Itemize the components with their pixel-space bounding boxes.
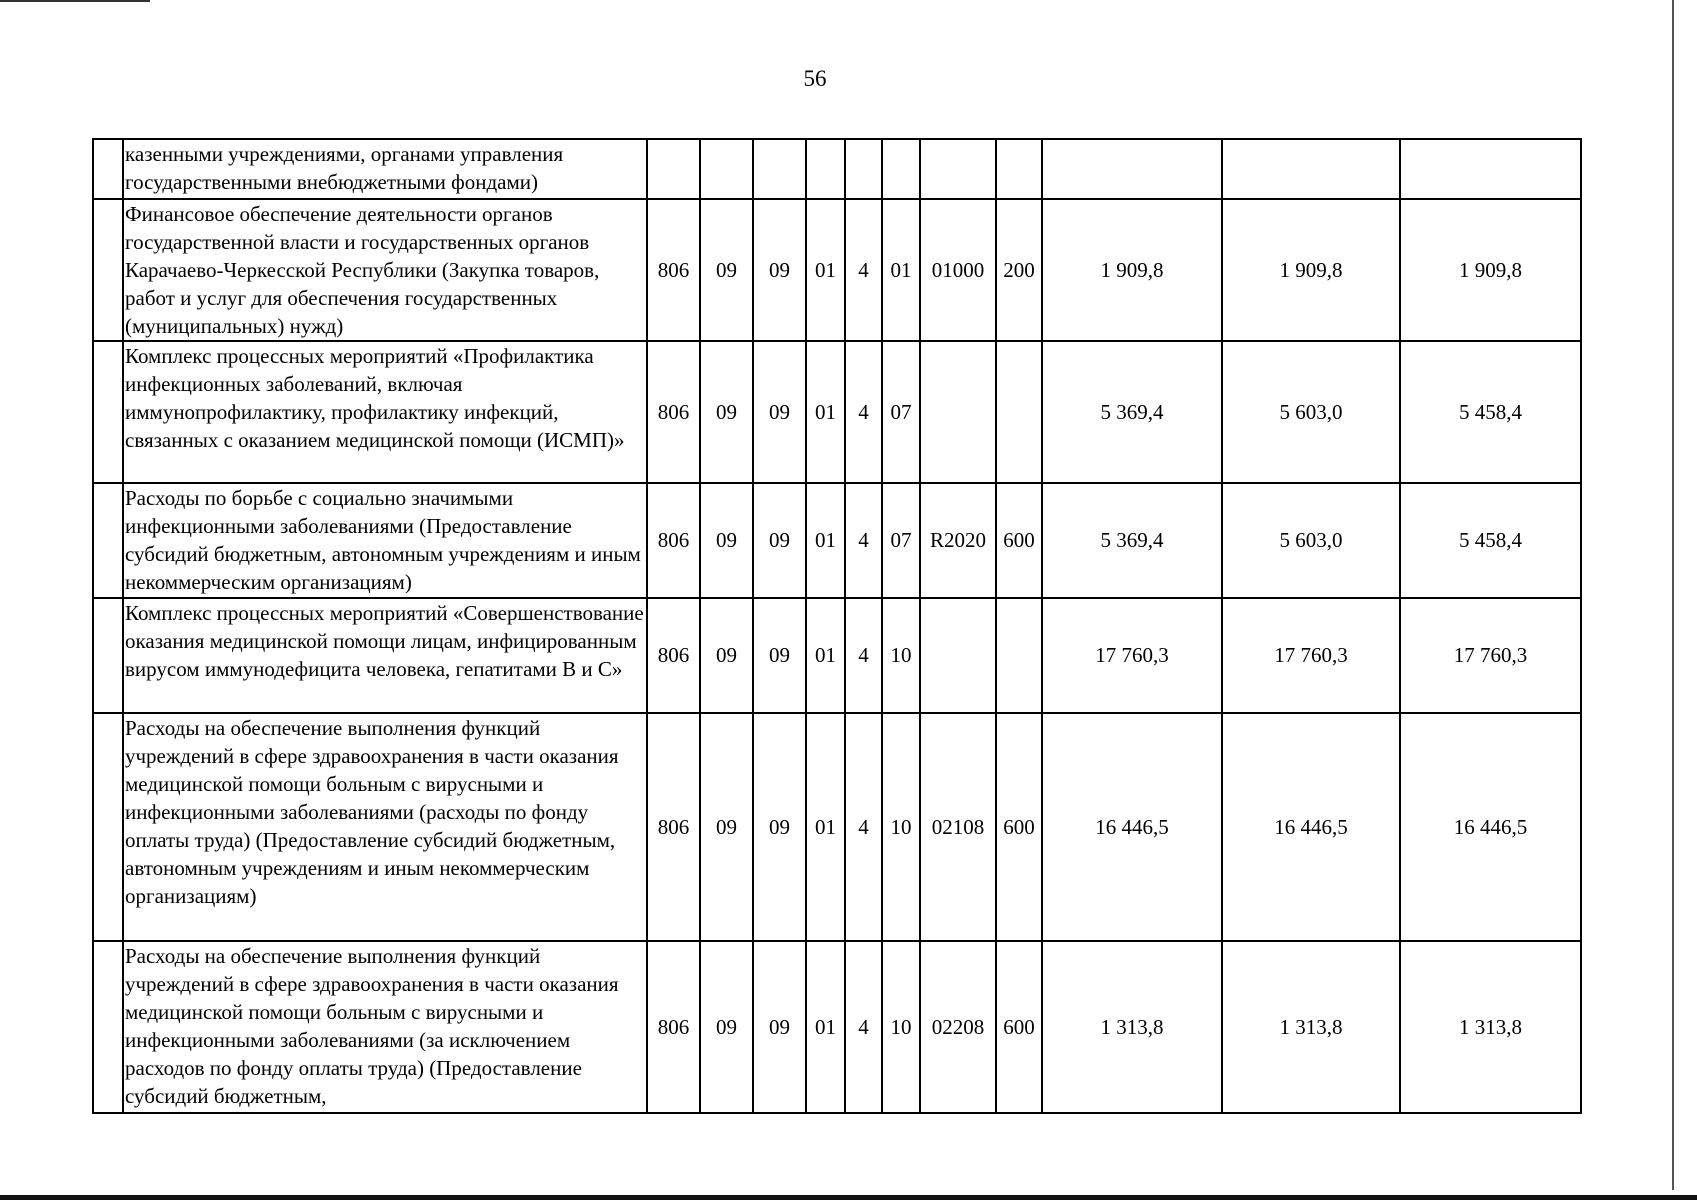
subsection-code: 09	[753, 483, 806, 598]
target-item-direction: 02108	[920, 713, 996, 941]
target-item-type: 4	[845, 483, 882, 598]
subsection-code: 09	[753, 341, 806, 483]
target-item-direction: R2020	[920, 483, 996, 598]
amount-year-1: 17 760,3	[1042, 598, 1222, 713]
table-row	[93, 483, 1581, 598]
target-item-type: 4	[845, 199, 882, 341]
ved-code: 806	[647, 483, 700, 598]
page-number: 56	[803, 66, 827, 91]
section-code: 09	[700, 483, 753, 598]
expense-type-code: 600	[996, 483, 1042, 598]
row-number-cell	[93, 713, 123, 941]
target-item-type: 4	[845, 341, 882, 483]
table-row	[93, 199, 1581, 341]
row-description: Расходы на обеспечение выполнения функций учреждений в сфере здравоохранения в части оказания медицинской помощи больным с вирусными и инфекционными заболеваниями (расходы по фонду оплаты труда) (Предоставление субсидий бюджетным, автономным учреждениям и иным некоммерческим организациям)	[123, 713, 647, 941]
table-row	[93, 341, 1581, 483]
row-description: казенными учреждениями, органами управления государственными внебюджетными фондами)	[123, 139, 647, 199]
scan-edge-bottom	[0, 1195, 1697, 1200]
amount-year-3: 16 446,5	[1400, 713, 1581, 941]
target-item-direction	[920, 139, 996, 199]
amount-year-2: 16 446,5	[1222, 713, 1400, 941]
ved-code: 806	[647, 941, 700, 1113]
amount-year-1: 1 909,8	[1042, 199, 1222, 341]
expense-type-code	[996, 341, 1042, 483]
section-code: 09	[700, 598, 753, 713]
table-row	[93, 713, 1581, 941]
row-description: Финансовое обеспечение деятельности органов государственной власти и государственных органов Карачаево-Черкесской Республики (Закупка товаров, работ и услуг для обеспечения государственных (муниципальных) нужд)	[123, 199, 647, 341]
row-description: Комплекс процессных мероприятий «Совершенствование оказания медицинской помощи лицам, инфицированным вирусом иммунодефицита человека, гепатитами В и С»	[123, 598, 647, 713]
row-description: Расходы на обеспечение выполнения функций учреждений в сфере здравоохранения в части оказания медицинской помощи больным с вирусными и инфекционными заболеваниями (за исключением расходов по фонду оплаты труда) (Предоставление субсидий бюджетным,	[123, 941, 647, 1113]
target-item-complex: 10	[882, 941, 920, 1113]
amount-year-1: 5 369,4	[1042, 483, 1222, 598]
target-item-direction	[920, 598, 996, 713]
row-number-cell	[93, 139, 123, 199]
subsection-code: 09	[753, 941, 806, 1113]
target-item-program: 01	[806, 199, 845, 341]
row-description: Комплекс процессных мероприятий «Профилактика инфекционных заболеваний, включая иммунопрофилактику, профилактику инфекций, связанных с оказанием медицинской помощи (ИСМП)»	[123, 341, 647, 483]
expense-type-code	[996, 598, 1042, 713]
target-item-type: 4	[845, 598, 882, 713]
scan-edge-top	[0, 0, 150, 2]
target-item-complex: 01	[882, 199, 920, 341]
amount-year-1: 16 446,5	[1042, 713, 1222, 941]
subsection-code: 09	[753, 713, 806, 941]
subsection-code: 09	[753, 199, 806, 341]
target-item-program	[806, 139, 845, 199]
target-item-program: 01	[806, 341, 845, 483]
expense-type-code: 600	[996, 713, 1042, 941]
ved-code: 806	[647, 199, 700, 341]
ved-code: 806	[647, 341, 700, 483]
target-item-direction	[920, 341, 996, 483]
amount-year-1: 1 313,8	[1042, 941, 1222, 1113]
amount-year-2: 1 909,8	[1222, 199, 1400, 341]
amount-year-2: 17 760,3	[1222, 598, 1400, 713]
target-item-program: 01	[806, 713, 845, 941]
subsection-code	[753, 139, 806, 199]
target-item-program: 01	[806, 598, 845, 713]
amount-year-3: 17 760,3	[1400, 598, 1581, 713]
row-description: Расходы по борьбе с социально значимыми инфекционными заболеваниями (Предоставление субсидий бюджетным, автономным учреждениям и иным некоммерческим организациям)	[123, 483, 647, 598]
amount-year-3: 5 458,4	[1400, 483, 1581, 598]
amount-year-3: 5 458,4	[1400, 341, 1581, 483]
amount-year-2	[1222, 139, 1400, 199]
target-item-program: 01	[806, 941, 845, 1113]
section-code: 09	[700, 341, 753, 483]
row-number-cell	[93, 199, 123, 341]
amount-year-2: 5 603,0	[1222, 341, 1400, 483]
amount-year-3: 1 909,8	[1400, 199, 1581, 341]
subsection-code: 09	[753, 598, 806, 713]
amount-year-2: 5 603,0	[1222, 483, 1400, 598]
ved-code	[647, 139, 700, 199]
table-row	[93, 598, 1581, 713]
section-code: 09	[700, 199, 753, 341]
row-number-cell	[93, 598, 123, 713]
section-code: 09	[700, 713, 753, 941]
target-item-complex: 07	[882, 483, 920, 598]
table-row	[93, 139, 1581, 199]
target-item-complex: 10	[882, 598, 920, 713]
target-item-complex: 07	[882, 341, 920, 483]
target-item-program: 01	[806, 483, 845, 598]
amount-year-2: 1 313,8	[1222, 941, 1400, 1113]
expense-type-code: 600	[996, 941, 1042, 1113]
expense-type-code: 200	[996, 199, 1042, 341]
expense-type-code	[996, 139, 1042, 199]
target-item-type: 4	[845, 713, 882, 941]
ved-code: 806	[647, 713, 700, 941]
row-number-cell	[93, 341, 123, 483]
target-item-type: 4	[845, 941, 882, 1113]
table-row	[93, 941, 1581, 1113]
target-item-type	[845, 139, 882, 199]
section-code: 09	[700, 941, 753, 1113]
ved-code: 806	[647, 598, 700, 713]
scan-edge-right	[1672, 0, 1674, 1190]
amount-year-1	[1042, 139, 1222, 199]
target-item-complex: 10	[882, 713, 920, 941]
budget-table	[92, 138, 1582, 1114]
target-item-complex	[882, 139, 920, 199]
section-code	[700, 139, 753, 199]
amount-year-1: 5 369,4	[1042, 341, 1222, 483]
target-item-direction: 01000	[920, 199, 996, 341]
target-item-direction: 02208	[920, 941, 996, 1113]
amount-year-3: 1 313,8	[1400, 941, 1581, 1113]
row-number-cell	[93, 483, 123, 598]
row-number-cell	[93, 941, 123, 1113]
amount-year-3	[1400, 139, 1581, 199]
